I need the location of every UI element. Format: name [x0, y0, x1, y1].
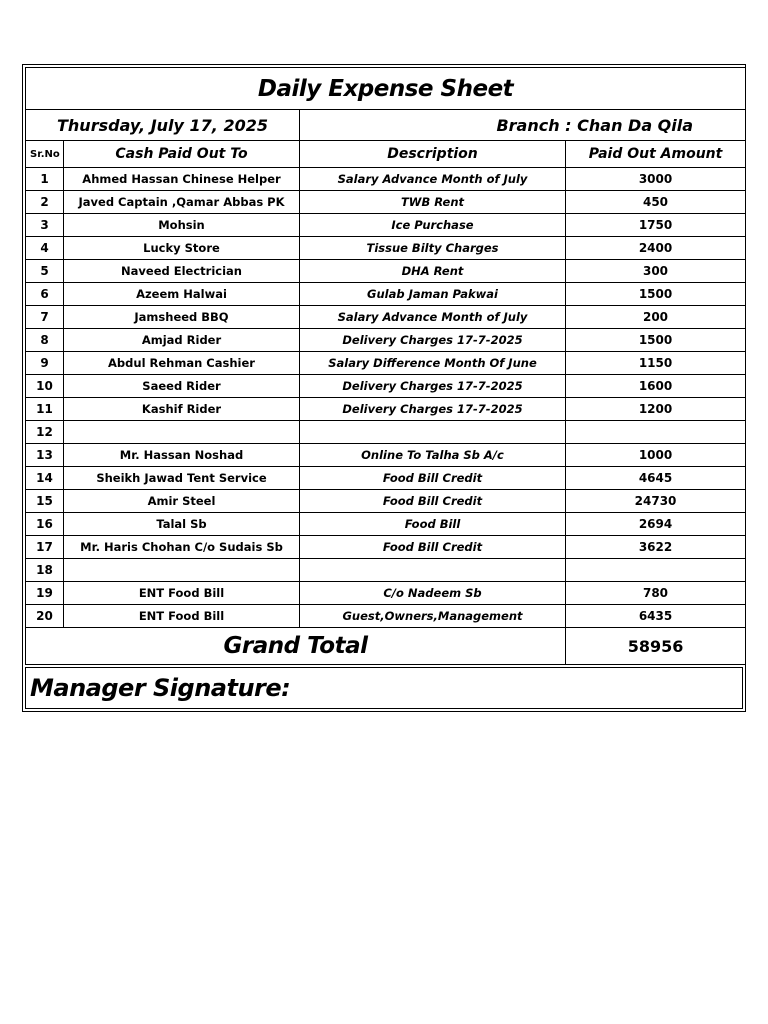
cell-description: C/o Nadeem Sb — [300, 582, 566, 605]
cell-paid-to: Lucky Store — [64, 237, 300, 260]
cell-amount: 1750 — [566, 214, 746, 237]
cell-serial-number: 4 — [26, 237, 64, 260]
cell-amount: 3622 — [566, 536, 746, 559]
cell-paid-to: Mohsin — [64, 214, 300, 237]
cell-description: Delivery Charges 17-7-2025 — [300, 398, 566, 421]
table-row — [26, 306, 746, 329]
table-row — [26, 513, 746, 536]
table-row — [26, 421, 746, 444]
table-row — [26, 398, 746, 421]
cell-amount — [566, 559, 746, 582]
cell-serial-number: 7 — [26, 306, 64, 329]
cell-serial-number: 12 — [26, 421, 64, 444]
cell-description: Delivery Charges 17-7-2025 — [300, 329, 566, 352]
grand-total-label: Grand Total — [26, 628, 566, 665]
table-row — [26, 329, 746, 352]
cell-amount: 780 — [566, 582, 746, 605]
cell-serial-number: 10 — [26, 375, 64, 398]
cell-description: Food Bill — [300, 513, 566, 536]
column-header-paid-to: Cash Paid Out To — [64, 141, 300, 168]
cell-paid-to: Abdul Rehman Cashier — [64, 352, 300, 375]
table-row — [26, 260, 746, 283]
table-row — [26, 559, 746, 582]
cell-amount: 4645 — [566, 467, 746, 490]
cell-paid-to: Javed Captain ,Qamar Abbas PK — [64, 191, 300, 214]
table-row — [26, 283, 746, 306]
cell-amount: 24730 — [566, 490, 746, 513]
table-row — [26, 490, 746, 513]
grand-total-row — [26, 628, 746, 665]
cell-description: TWB Rent — [300, 191, 566, 214]
cell-serial-number: 9 — [26, 352, 64, 375]
cell-paid-to: ENT Food Bill — [64, 582, 300, 605]
table-row — [26, 352, 746, 375]
cell-paid-to: Naveed Electrician — [64, 260, 300, 283]
cell-serial-number: 14 — [26, 467, 64, 490]
cell-description: Food Bill Credit — [300, 490, 566, 513]
cell-paid-to: Talal Sb — [64, 513, 300, 536]
cell-paid-to: Mr. Haris Chohan C/o Sudais Sb — [64, 536, 300, 559]
cell-amount: 6435 — [566, 605, 746, 628]
cell-paid-to: Amir Steel — [64, 490, 300, 513]
cell-serial-number: 13 — [26, 444, 64, 467]
cell-serial-number: 15 — [26, 490, 64, 513]
cell-description: Guest,Owners,Management — [300, 605, 566, 628]
cell-paid-to: Ahmed Hassan Chinese Helper — [64, 168, 300, 191]
cell-serial-number: 17 — [26, 536, 64, 559]
table-row — [26, 467, 746, 490]
cell-paid-to: Mr. Hassan Noshad — [64, 444, 300, 467]
table-row — [26, 191, 746, 214]
cell-description — [300, 421, 566, 444]
expense-sheet — [22, 64, 746, 712]
cell-amount: 1000 — [566, 444, 746, 467]
cell-serial-number: 8 — [26, 329, 64, 352]
cell-description: Salary Advance Month of July — [300, 168, 566, 191]
cell-amount: 1150 — [566, 352, 746, 375]
cell-amount: 200 — [566, 306, 746, 329]
table-row — [26, 214, 746, 237]
sheet-title: Daily Expense Sheet — [26, 68, 746, 110]
cell-paid-to: Azeem Halwai — [64, 283, 300, 306]
table-row — [26, 582, 746, 605]
cell-serial-number: 1 — [26, 168, 64, 191]
column-header-row — [26, 141, 746, 168]
column-header-amount: Paid Out Amount — [566, 141, 746, 168]
cell-serial-number: 16 — [26, 513, 64, 536]
cell-serial-number: 6 — [26, 283, 64, 306]
table-row — [26, 536, 746, 559]
cell-paid-to: Amjad Rider — [64, 329, 300, 352]
cell-description: Food Bill Credit — [300, 536, 566, 559]
cell-paid-to: Kashif Rider — [64, 398, 300, 421]
column-header-description: Description — [300, 141, 566, 168]
cell-serial-number: 18 — [26, 559, 64, 582]
cell-paid-to: Saeed Rider — [64, 375, 300, 398]
cell-amount: 300 — [566, 260, 746, 283]
cell-amount: 1600 — [566, 375, 746, 398]
cell-description: Salary Advance Month of July — [300, 306, 566, 329]
cell-paid-to — [64, 421, 300, 444]
cell-description — [300, 559, 566, 582]
table-row — [26, 168, 746, 191]
cell-amount: 2694 — [566, 513, 746, 536]
table-row — [26, 237, 746, 260]
manager-signature-box — [25, 667, 743, 709]
column-header-sr: Sr.No — [26, 141, 64, 168]
cell-description: Gulab Jaman Pakwai — [300, 283, 566, 306]
cell-description: Ice Purchase — [300, 214, 566, 237]
cell-amount: 2400 — [566, 237, 746, 260]
table-row — [26, 444, 746, 467]
cell-amount — [566, 421, 746, 444]
cell-amount: 3000 — [566, 168, 746, 191]
sheet-date: Thursday, July 17, 2025 — [26, 110, 300, 141]
cell-amount: 1500 — [566, 283, 746, 306]
grand-total-value: 58956 — [566, 628, 746, 665]
cell-serial-number: 19 — [26, 582, 64, 605]
branch-name: Branch : Chan Da Qila — [300, 110, 746, 141]
cell-serial-number: 2 — [26, 191, 64, 214]
cell-description: Online To Talha Sb A/c — [300, 444, 566, 467]
cell-description: Tissue Bilty Charges — [300, 237, 566, 260]
cell-paid-to — [64, 559, 300, 582]
cell-description: Delivery Charges 17-7-2025 — [300, 375, 566, 398]
cell-amount: 1200 — [566, 398, 746, 421]
cell-serial-number: 11 — [26, 398, 64, 421]
manager-signature-label: Manager Signature: — [30, 674, 291, 702]
cell-amount: 1500 — [566, 329, 746, 352]
cell-serial-number: 3 — [26, 214, 64, 237]
cell-amount: 450 — [566, 191, 746, 214]
cell-paid-to: Jamsheed BBQ — [64, 306, 300, 329]
cell-paid-to: Sheikh Jawad Tent Service — [64, 467, 300, 490]
cell-paid-to: ENT Food Bill — [64, 605, 300, 628]
cell-serial-number: 20 — [26, 605, 64, 628]
cell-description: Food Bill Credit — [300, 467, 566, 490]
expense-table — [25, 67, 746, 665]
cell-description: Salary Difference Month Of June — [300, 352, 566, 375]
table-row — [26, 375, 746, 398]
table-row — [26, 605, 746, 628]
cell-serial-number: 5 — [26, 260, 64, 283]
cell-description: DHA Rent — [300, 260, 566, 283]
